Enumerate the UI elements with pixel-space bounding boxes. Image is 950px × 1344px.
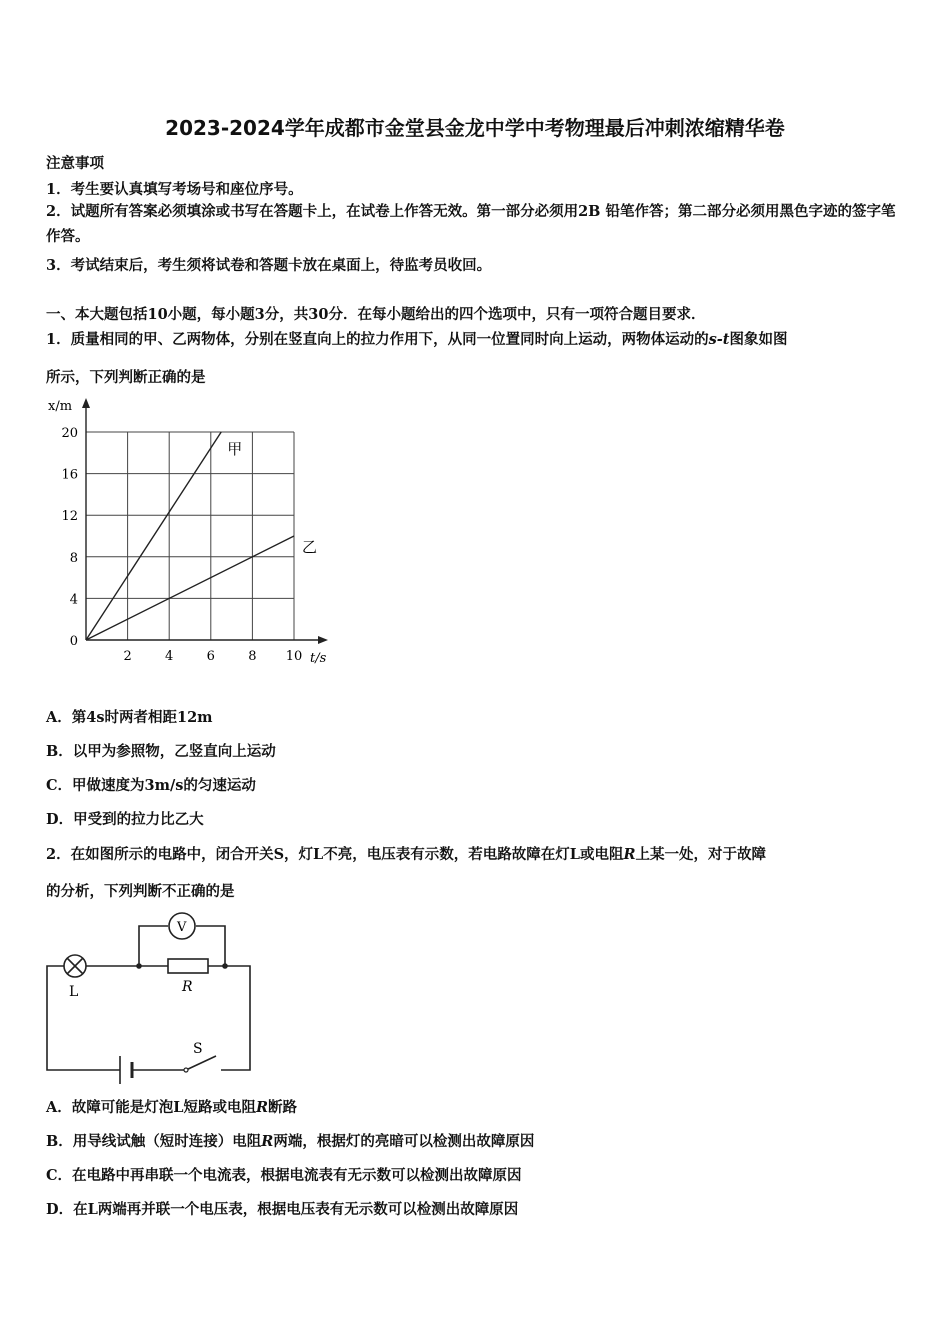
q1-stem-line2: 所示，下列判断正确的是	[46, 369, 206, 386]
q2-option-b-var: R	[261, 1133, 274, 1150]
q1-option-c: C．甲做速度为3m/s的匀速运动	[46, 777, 256, 794]
notice-item-1: 1．考生要认真填写考场号和座位序号。	[46, 181, 303, 198]
x-tick-label-2: 2	[123, 649, 132, 664]
left-wire	[47, 966, 120, 1070]
y-axis-label: x/m	[48, 399, 73, 414]
x-tick-label-4: 4	[165, 649, 174, 664]
lamp-label: L	[69, 984, 79, 1000]
q2-stem-line2: 的分析，下列判断不正确的是	[46, 883, 235, 900]
voltmeter-wire-left	[139, 926, 168, 966]
q1-stem-variable: s-t	[708, 331, 730, 348]
notice-heading: 注意事项	[46, 155, 104, 172]
q2-option-b	[46, 1130, 534, 1151]
switch-blade	[186, 1056, 216, 1070]
graph-axes	[82, 398, 328, 644]
st-graph	[40, 392, 340, 674]
q1-option-a: A．第4s时两者相距12m	[46, 709, 213, 726]
q2-stem-text-b: 上某一处，对于故障	[635, 846, 767, 863]
q2-option-d	[46, 1198, 518, 1219]
notice-item-2: 2．试题所有答案必须填涂或书写在答题卡上，在试卷上作答无效。第一部分必须用2B 铅笔作答；第二部分必须用黑色字迹的签字笔作答。	[46, 203, 896, 245]
x-axis-arrow-icon	[318, 636, 328, 644]
series-line-1	[86, 432, 221, 640]
series-label-jia: 甲	[227, 440, 243, 458]
q1-stem-end: 图象如图	[729, 331, 788, 348]
page-title: 2023-2024学年成都市金堂县金龙中学中考物理最后冲刺浓缩精华卷	[165, 116, 785, 140]
q2-option-a-var: R	[255, 1099, 269, 1116]
y-axis-arrow-icon	[82, 398, 90, 408]
q1-option-b: B．以甲为参照物，乙竖直向上运动	[46, 743, 276, 760]
q2-option-a	[46, 1096, 297, 1117]
y-tick-label-16: 16	[61, 467, 78, 483]
x-tick-label-6: 6	[206, 649, 215, 664]
x-tick-label-10: 10	[285, 649, 303, 664]
q2-stem-text-a: 2．在如图所示的电路中，闭合开关S，灯L不亮，电压表有示数，若电路故障在灯L或电阻	[46, 846, 624, 863]
y-tick-label-0: 0	[69, 634, 78, 649]
junction-left	[136, 963, 142, 969]
series-label-yi: 乙	[302, 538, 318, 556]
graph-series	[86, 432, 294, 640]
switch-contact-icon	[184, 1068, 188, 1072]
circuit-diagram	[40, 906, 260, 1086]
y-tick-label-20: 20	[61, 426, 78, 441]
q1-stem-line1	[46, 328, 906, 349]
q2-option-b-text: B．用导线试触（短时连接）电阻	[46, 1133, 262, 1150]
section-heading: 一、本大题包括10小题，每小题3分，共30分．在每小题给出的四个选项中，只有一项符合题目要求．	[46, 306, 706, 323]
q2-option-a-suffix: 断路	[268, 1099, 298, 1116]
q2-option-a-text: A．故障可能是灯泡L短路或电阻	[46, 1099, 256, 1116]
y-tick-label-8: 8	[69, 550, 78, 566]
q2-stem-line1	[46, 843, 906, 864]
q1-stem-text: 1．质量相同的甲、乙两物体，分别在竖直向上的拉力作用下，从同一位置同时向上运动，两物体运动的	[46, 331, 709, 348]
q1-option-d: D．甲受到的拉力比乙大	[46, 811, 204, 828]
junction-right	[222, 963, 228, 969]
q2-option-d-text: D．在L两端再并联一个电压表，根据电压表有无示数可以检测出故障原因	[46, 1201, 519, 1218]
y-tick-label-4: 4	[69, 592, 78, 608]
voltmeter-label: V	[177, 920, 187, 935]
notice-item-3: 3．考试结束后，考生须将试卷和答题卡放在桌面上，待监考员收回。	[46, 257, 492, 274]
resistor-label: R	[182, 979, 193, 995]
y-tick-label-12: 12	[61, 509, 78, 525]
switch-label: S	[193, 1041, 203, 1057]
series-line-2	[86, 536, 294, 640]
q2-option-c	[46, 1164, 522, 1185]
graph-grid	[86, 432, 294, 640]
resistor-icon	[168, 959, 208, 973]
voltmeter-wire-right	[196, 926, 225, 966]
q2-option-b-suffix: 两端，根据灯的亮暗可以检测出故障原因	[273, 1133, 535, 1150]
q2-stem-variable: R	[623, 846, 636, 863]
graph-tick-labels	[61, 426, 302, 664]
x-axis-label: t/s	[310, 651, 327, 666]
q2-option-c-text: C．在电路中再串联一个电流表，根据电流表有无示数可以检测出故障原因	[46, 1167, 522, 1184]
right-wire	[221, 966, 250, 1070]
x-tick-label-8: 8	[248, 649, 257, 664]
